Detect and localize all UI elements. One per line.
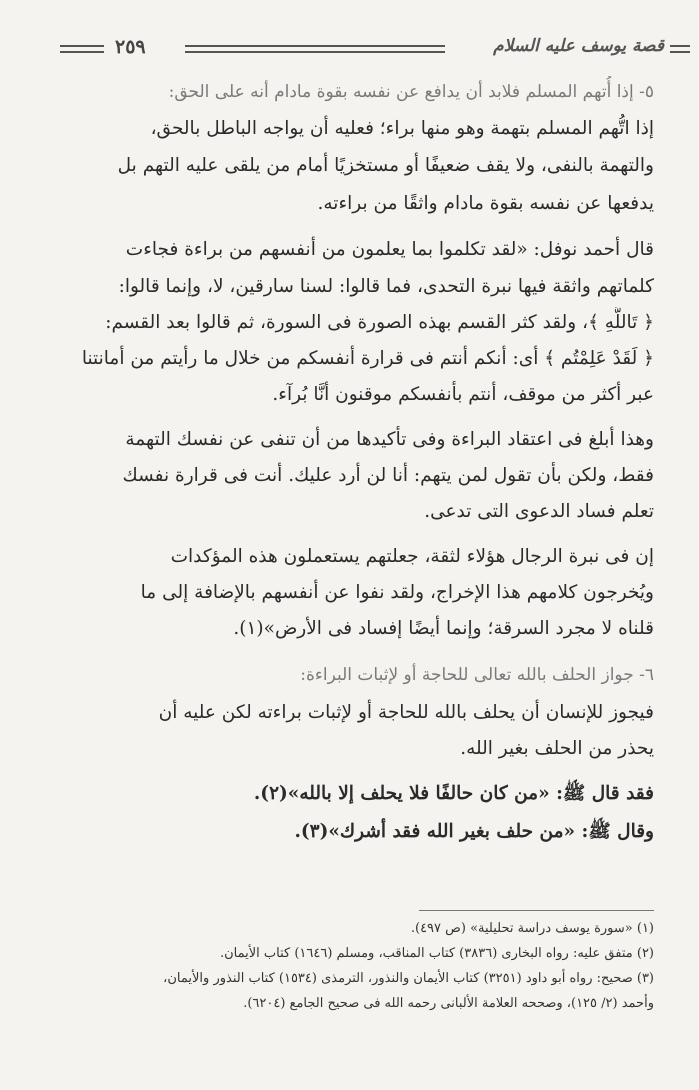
page-number: ٢٥٩ xyxy=(115,36,146,58)
footnote-1: (١) «سورة يوسف دراسة تحليلية» (ص ٤٩٧). xyxy=(410,921,654,936)
paragraph-line: إن فى نبرة الرجال هؤلاء لثقة، جعلتهم يستعملون هذه المؤكدات xyxy=(170,546,654,567)
paragraph-line: والتهمة بالنفى، ولا يقف ضعيفًا أو مستخزيًا أمام من يلقى عليه التهم بل xyxy=(117,155,654,176)
quote-line: ﴿ تَاللَّهِ ﴾، ولقد كثر القسم بهذه الصورة فى السورة، ثم قالوا بعد القسم: xyxy=(105,312,654,333)
paragraph-line: ويُخرجون كلامهم هذا الإخراج، ولقد نفوا عن أنفسهم بالإضافة إلى ما xyxy=(140,582,654,603)
paragraph-line: يحذر من الحلف بغير الله. xyxy=(460,738,654,759)
subheading-5: ٥- إذا أُتهم المسلم فلابد أن يدافع عن نفسه بقوة مادام أنه على الحق: xyxy=(168,82,654,102)
paragraph-line: يدفعها عن نفسه بقوة مادام واثقًا من براءته. xyxy=(317,193,654,214)
page-header xyxy=(60,38,690,62)
header-rule-left xyxy=(60,45,104,53)
footnote-2: (٢) متفق عليه: رواه البخارى (٣٨٣٦) كتاب المناقب، ومسلم (١٦٤٦) كتاب الأيمان. xyxy=(219,946,654,961)
footnote-divider xyxy=(419,910,654,911)
hadith-line: وقال ﷺ: «من حلف بغير الله فقد أشرك»(٣). xyxy=(294,821,654,842)
paragraph-line: تعلم فساد الدعوى التى تدعى. xyxy=(424,501,654,522)
paragraph-line: وهذا أبلغ فى اعتقاد البراءة وفى تأكيدها من أن تنفى عن نفسك التهمة xyxy=(125,429,654,450)
footnote-3-continued: وأحمد (٢/ ١٢٥)، وصححه العلامة الألبانى رحمه الله فى صحيح الجامع (٦٢٠٤). xyxy=(243,996,654,1011)
footnote-3: (٣) صحيح: رواه أبو داود (٣٢٥١) كتاب الأيمان والنذور، الترمذى (١٥٣٤) كتاب النذور والأيمان، xyxy=(163,971,654,986)
hadith-line: فقد قال ﷺ: «من كان حالفًا فلا يحلف إلا بالله»(٢). xyxy=(253,783,654,804)
header-rule-middle xyxy=(185,45,445,53)
quote-line: كلماتهم واثقة فيها نبرة التحدى، فما قالوا: لسنا سارقين، لا، وإنما قالوا: xyxy=(118,276,654,297)
subheading-6: ٦- جواز الحلف بالله تعالى للحاجة أو لإثبات البراءة: xyxy=(300,665,654,685)
paragraph-line: فقط، ولكن بأن تقول لمن يتهم: أنا لن أرد عليك. أنت فى قرارة نفسك xyxy=(122,465,654,486)
paragraph-line: فيجوز للإنسان أن يحلف بالله للحاجة أو لإثبات براءته لكن عليه أن xyxy=(158,702,654,723)
quote-line: ﴿ لَقَدْ عَلِمْتُم ﴾ أى: أنكم أنتم فى قرارة أنفسكم من خلال ما رأيتم من أمانتنا xyxy=(81,348,654,369)
paragraph-line: قلناه لا مجرد السرقة؛ وإنما أيضًا إفساد فى الأرض»(١). xyxy=(233,618,654,639)
paragraph-line: إذا اتُّهم المسلم بتهمة وهو منها براء؛ فعليه أن يواجه الباطل بالحق، xyxy=(150,118,654,139)
header-rule-right xyxy=(670,45,690,53)
running-title: قصة يوسف عليه السلام xyxy=(493,36,664,56)
quote-line: قال أحمد نوفل: «لقد تكلموا بما يعلمون من أنفسهم من براءة فجاءت xyxy=(125,239,654,260)
quote-line: عبر أكثر من موقف، أنتم بأنفسكم موقنون أنَّا بُرآء. xyxy=(272,384,654,405)
